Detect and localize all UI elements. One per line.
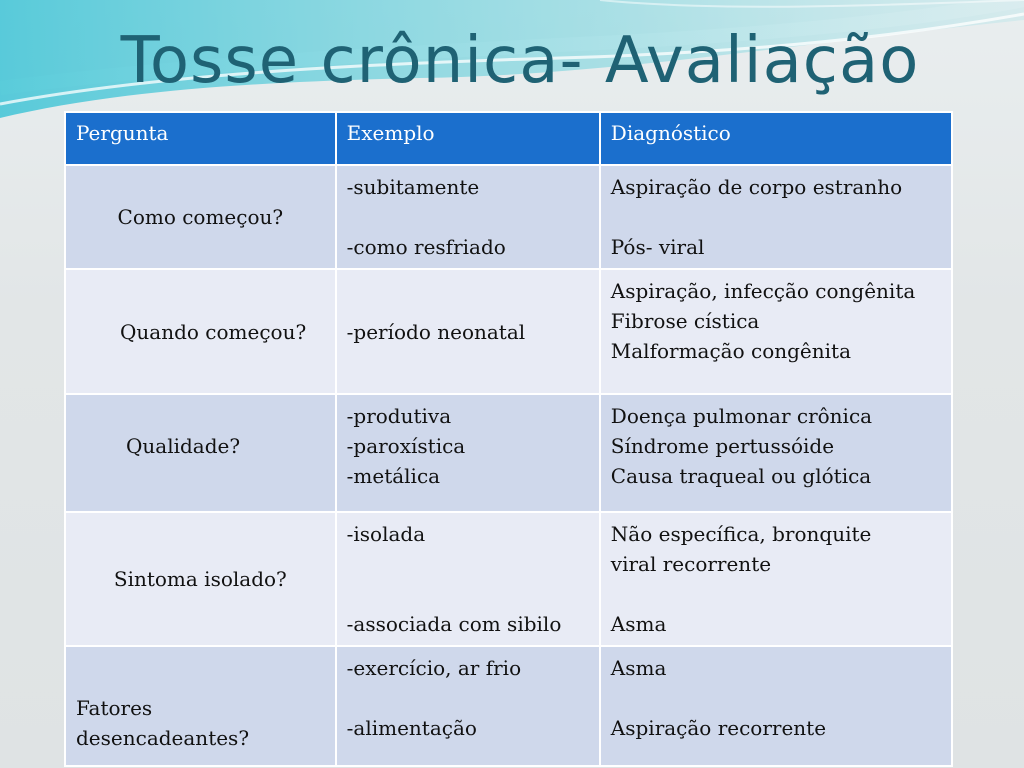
diagnosis-line — [611, 683, 941, 713]
example-cell — [336, 646, 600, 766]
example-line — [347, 579, 589, 609]
table-header-row — [65, 112, 952, 165]
question-cell — [65, 646, 336, 766]
example-line: -período neonatal — [346, 319, 526, 344]
diagnosis-cell — [600, 165, 952, 269]
diagnosis-cell — [600, 394, 952, 512]
example-line: -produtiva — [346, 404, 452, 428]
diagnosis-line: Aspiração, infecção congênita — [610, 279, 916, 303]
example-line: -metálica — [346, 464, 441, 488]
question-text: desencadeantes? — [76, 726, 250, 750]
example-line: -isolada — [346, 522, 426, 546]
diagnosis-cell — [600, 512, 952, 646]
question-cell — [65, 512, 336, 646]
question-text: Quando começou? — [120, 319, 307, 344]
diagnosis-line: Pós- viral — [610, 235, 705, 259]
diagnosis-line: Aspiração de corpo estranho — [610, 175, 903, 199]
table-row — [65, 394, 952, 512]
table-row — [65, 646, 952, 766]
example-line: -subitamente — [346, 175, 480, 199]
example-line: -como resfriado — [346, 235, 506, 259]
question-text: Como começou? — [117, 205, 284, 229]
example-cell — [336, 165, 600, 269]
header-diagnostico: Diagnóstico — [600, 112, 952, 165]
diagnosis-line: Doença pulmonar crônica — [610, 404, 873, 428]
diagnosis-line: Malformação congênita — [610, 339, 851, 363]
diagnosis-line: Síndrome pertussóide — [610, 434, 835, 458]
diagnosis-line: Aspiração recorrente — [610, 716, 827, 740]
header-exemplo: Exemplo — [336, 112, 600, 165]
example-line: -alimentação — [346, 716, 477, 740]
example-line: -exercício, ar frio — [346, 656, 522, 680]
question-cell — [65, 165, 336, 269]
diagnosis-line: Não específica, bronquite — [610, 522, 872, 546]
example-line: -associada com sibilo — [346, 612, 562, 636]
example-line — [347, 549, 589, 579]
question-text: Sintoma isolado? — [113, 567, 287, 591]
diagnosis-line — [611, 202, 941, 232]
question-text: Qualidade? — [126, 434, 241, 458]
example-line — [347, 683, 589, 713]
diagnosis-line: Causa traqueal ou glótica — [610, 464, 872, 488]
header-pergunta: Pergunta — [65, 112, 336, 165]
example-cell — [336, 512, 600, 646]
diagnosis-line: Fibrose cística — [610, 309, 760, 333]
slide-title: Tosse crônica- Avaliação — [120, 24, 920, 98]
diagnosis-cell — [600, 646, 952, 766]
evaluation-table — [64, 111, 953, 767]
table-row — [65, 269, 952, 394]
table-row — [65, 512, 952, 646]
diagnosis-line: viral recorrente — [610, 552, 772, 576]
question-cell — [65, 394, 336, 512]
diagnosis-line: Asma — [610, 612, 667, 636]
diagnosis-line — [611, 579, 941, 609]
question-cell — [65, 269, 336, 394]
diagnosis-line: Asma — [610, 656, 667, 680]
example-cell — [336, 394, 600, 512]
question-text: Fatores — [76, 696, 153, 720]
example-line: -paroxística — [346, 434, 466, 458]
table-row — [65, 165, 952, 269]
example-line — [347, 202, 589, 232]
diagnosis-cell — [600, 269, 952, 394]
example-cell — [336, 269, 600, 394]
